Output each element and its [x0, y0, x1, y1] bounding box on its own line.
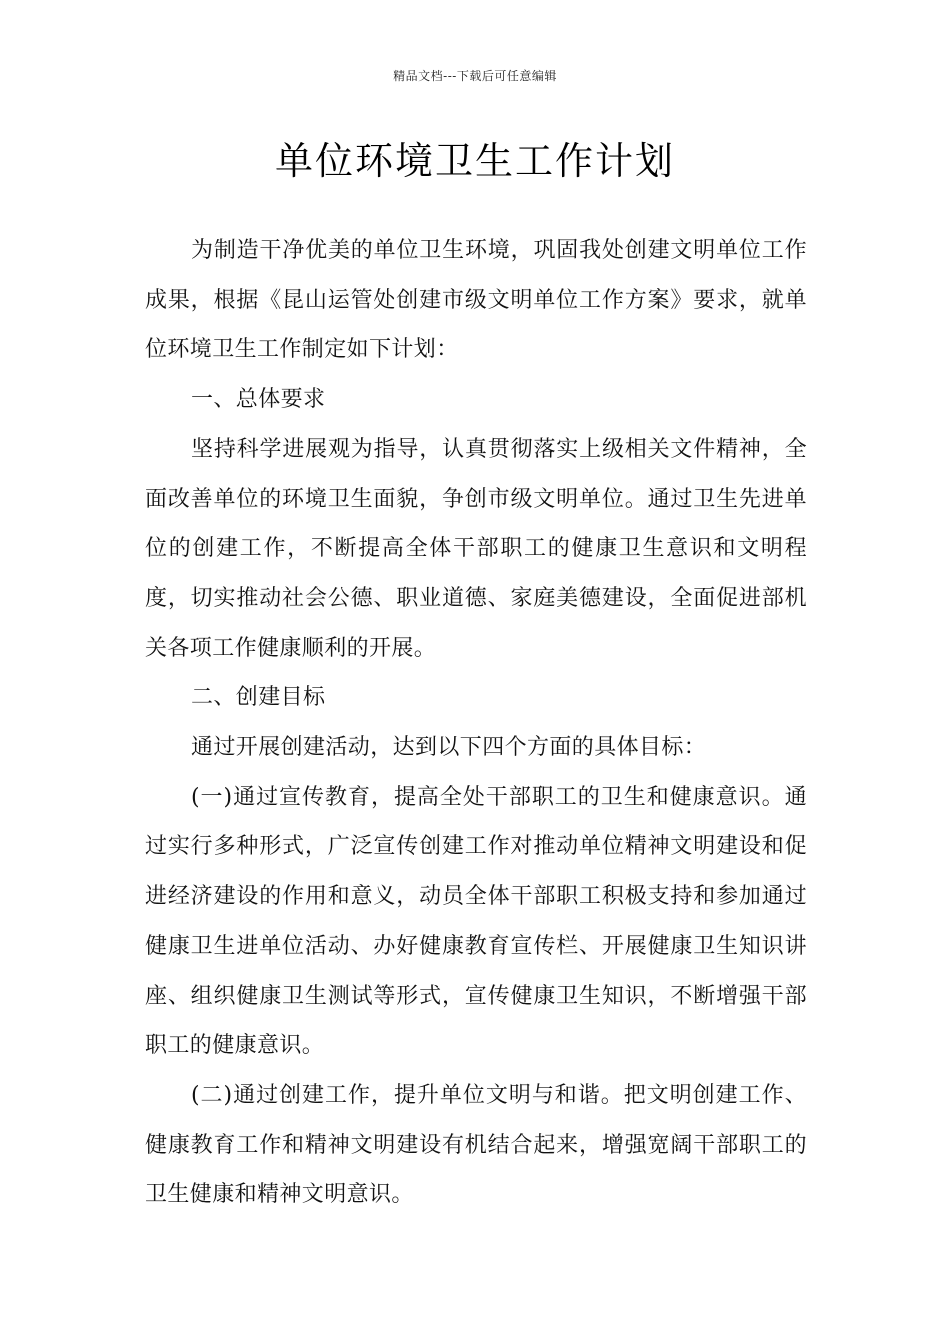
- goal-one-paragraph: (一)通过宣传教育，提高全处干部职工的卫生和健康意识。通过实行多种形式，广泛宣传创建工作对推动单位精神文明建设和促进经济建设的作用和意义，动员全体干部职工积极支持和参加通过健康卫生进单位活动、办好健康教育宣传栏、开展健康卫生知识讲座、组织健康卫生测试等形式，宣传健康卫生知识，不断增强干部职工的健康意识。: [145, 784, 807, 1059]
- goals-intro-paragraph: 通过开展创建活动，达到以下四个方面的具体目标：: [191, 735, 707, 761]
- header-note: 精品文档---下载后可任意编辑: [393, 69, 557, 83]
- section-heading-general-requirements: 一、总体要求: [191, 387, 326, 413]
- intro-paragraph: 为制造干净优美的单位卫生环境，巩固我处创建文明单位工作成果，根据《昆山运管处创建市级文明单位工作方案》要求，就单位环境卫生工作制定如下计划：: [145, 238, 807, 363]
- section-heading-goals: 二、创建目标: [191, 685, 326, 711]
- general-requirements-paragraph: 坚持科学进展观为指导，认真贯彻落实上级相关文件精神，全面改善单位的环境卫生面貌，争创市级文明单位。通过卫生先进单位的创建工作，不断提高全体干部职工的健康卫生意识和文明程度，切实推动社会公德、职业道德、家庭美德建设，全面促进部机关各项工作健康顺利的开展。: [145, 436, 807, 661]
- document-title: 单位环境卫生工作计划: [274, 139, 675, 183]
- goal-two-paragraph: (二)通过创建工作，提升单位文明与和谐。把文明创建工作、健康教育工作和精神文明建设有机结合起来，增强宽阔干部职工的卫生健康和精神文明意识。: [145, 1082, 807, 1208]
- document-body: [145, 226, 807, 1220]
